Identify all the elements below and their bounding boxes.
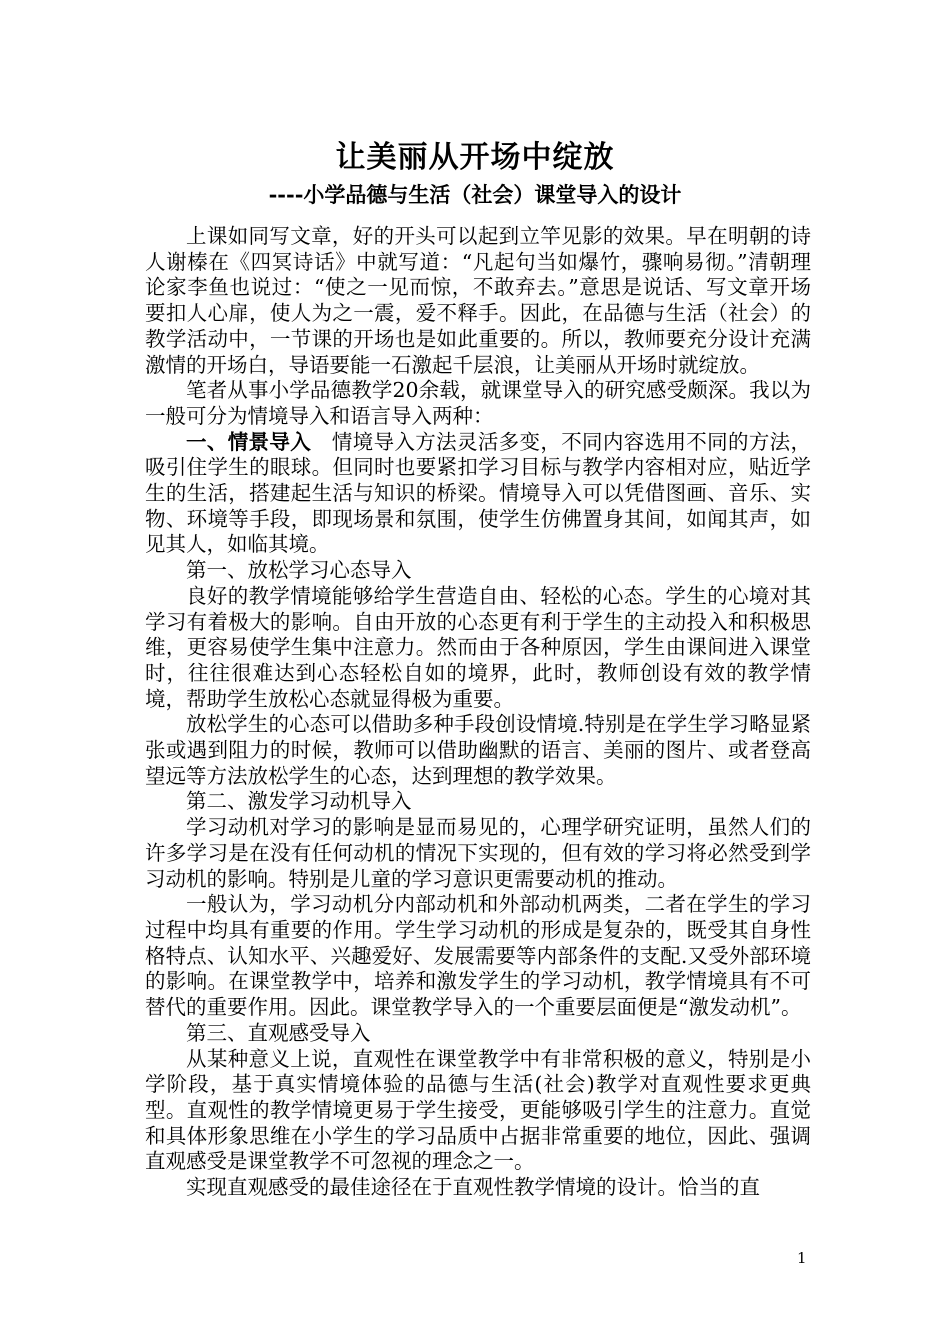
document-body: [145, 224, 811, 1201]
document-subtitle: ----小学品德与生活（社会）课堂导入的设计: [268, 182, 682, 207]
page-number: 1: [797, 1249, 807, 1267]
subheading-intuitive: 第三、直观感受导入: [186, 1020, 371, 1045]
section-text-situation: 情境导入方法灵活多变，不同内容选用不同的方法，吸引住学生的眼球。但同时也要紧扣学习目标与教学内容相对应，贴近学生的生活，搭建起生活与知识的桥梁。情境导入可以凭借图画、音乐、实物、环境等手段，即现场景和氛围，使学生仿佛置身其间，如闻其声，如见其人，如临其境。: [145, 429, 812, 557]
paragraph-intro: 上课如同写文章，好的开头可以起到立竿见影的效果。早在明朝的诗人谢榛在《四冥诗话》中就写道：“凡起句当如爆竹，骤响易彻。”清朝理论家李鱼也说过：“使之一见而惊，不敢弃去。”意思是说话、写文章开场要扣人心扉，使人为之一震，爱不释手。因此，在品德与生活（社会）的教学活动中，一节课的开场也是如此重要的。所以，教师要充分设计充满激情的开场白，导语要能一石激起千层浪，让美丽从开场时就绽放。: [145, 224, 811, 377]
paragraph-relax-1: 良好的教学情境能够给学生营造自由、轻松的心态。学生的心境对其学习有着极大的影响。自由开放的心态更有利于学生的主动投入和积极思维，更容易使学生集中注意力。然而由于各种原因，学生由课间进入课堂时，往往很难达到心态轻松自如的境界，此时，教师创设有效的教学情境，帮助学生放松心态就显得极为重要。: [145, 583, 811, 711]
document-title: 让美丽从开场中绽放: [335, 140, 615, 175]
paragraph-situation-intro: [145, 430, 811, 559]
subheading-relax: 第一、放松学习心态导入: [186, 558, 412, 583]
paragraph-intuitive-1: 从某种意义上说，直观性在课堂教学中有非常积极的意义，特别是小学阶段，基于真实情境体验的品德与生活(社会)教学对直观性要求更典型。直观性的教学情境更易于学生接受，更能够吸引学生的注意力。直觉和具体形象思维在小学生的学习品质中占据非常重要的地位，因此、强调直观感受是课堂教学不可忽视的理念之一。: [145, 1046, 811, 1174]
paragraph-relax-2: 放松学生的心态可以借助多种手段创设情境.特别是在学生学习略显紧张或遇到阻力的时候，教师可以借助幽默的语言、美丽的图片、或者登高望远等方法放松学生的心态，达到理想的教学效果。: [145, 712, 811, 788]
paragraph-motivation-1: 学习动机对学习的影响是显而易见的，心理学研究证明，虽然人们的许多学习是在没有任何动机的情况下实现的，但有效的学习将必然受到学习动机的影响。特别是儿童的学习意识更需要动机的推动。: [145, 815, 811, 891]
subheading-motivation: 第二、激发学习动机导入: [186, 789, 412, 814]
paragraph-motivation-2: 一般认为，学习动机分内部动机和外部动机两类，二者在学生的学习过程中均具有重要的作用。学生学习动机的形成是复杂的，既受其自身性格特点、认知水平、兴趣爱好、发展需要等内部条件的支配.又受外部环境的影响。在课堂教学中，培养和激发学生的学习动机，教学情境具有不可替代的重要作用。因此。课堂教学导入的一个重要层面便是“激发动机”。: [145, 892, 811, 1020]
section-heading-situation: 一、情景导入: [186, 429, 312, 454]
paragraph-intuitive-2: 实现直观感受的最佳途径在于直观性教学情境的设计。恰当的直: [186, 1175, 760, 1200]
paragraph-author-view: 笔者从事小学品德教学20余载，就课堂导入的研究感受颇深。我以为一般可分为情境导入和语言导入两种：: [145, 378, 811, 428]
